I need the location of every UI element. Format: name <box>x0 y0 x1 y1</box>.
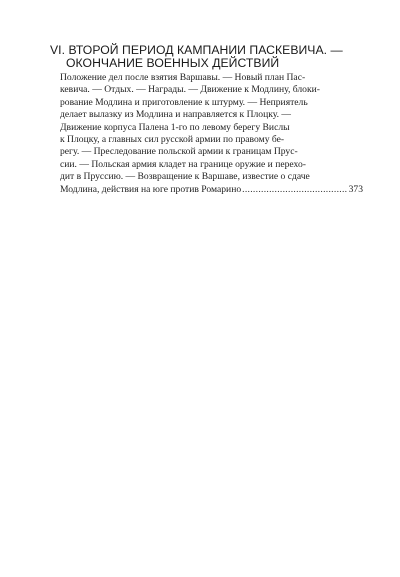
chapter-summary <box>60 72 363 196</box>
summary-line: регу. — Преследование польской армии к границам Прус- <box>60 146 298 158</box>
chapter-heading <box>50 44 363 70</box>
summary-line: рование Модлина и приготовление к штурму. — Неприятель <box>60 96 308 108</box>
chapter-heading-line-1: VI. ВТОРОЙ ПЕРИОД КАМПАНИИ ПАСКЕВИЧА. — <box>50 43 343 57</box>
summary-line: Движение корпуса Палена 1-го по левому берегу Вислы <box>60 121 290 133</box>
toc-entry-chapter-6 <box>50 44 363 196</box>
dot-leader <box>242 184 347 196</box>
summary-line: сии. — Польская армия кладет на границе оружие и перехо- <box>60 158 306 170</box>
chapter-heading-line-2: ОКОНЧАНИЕ ВОЕННЫХ ДЕЙСТВИЙ <box>66 56 280 70</box>
summary-line: Положение дел после взятия Варшавы. — Новый план Пас- <box>60 72 306 83</box>
page-number: 373 <box>348 183 363 195</box>
summary-last-line <box>60 184 363 196</box>
summary-last-line-text: Модлина, действия на юге против Ромарино <box>60 183 242 195</box>
summary-line: к Плоцку, а главных сил русской армии по правому бе- <box>60 134 285 146</box>
summary-line: делает вылазку из Модлина и направляется к Плоцку. — <box>60 109 291 121</box>
summary-line: дит в Пруссию. — Возвращение к Варшаве, известие о сдаче <box>60 171 310 183</box>
summary-line: кевича. — Отдых. — Награды. — Движение к Модлину, блоки- <box>60 84 320 96</box>
